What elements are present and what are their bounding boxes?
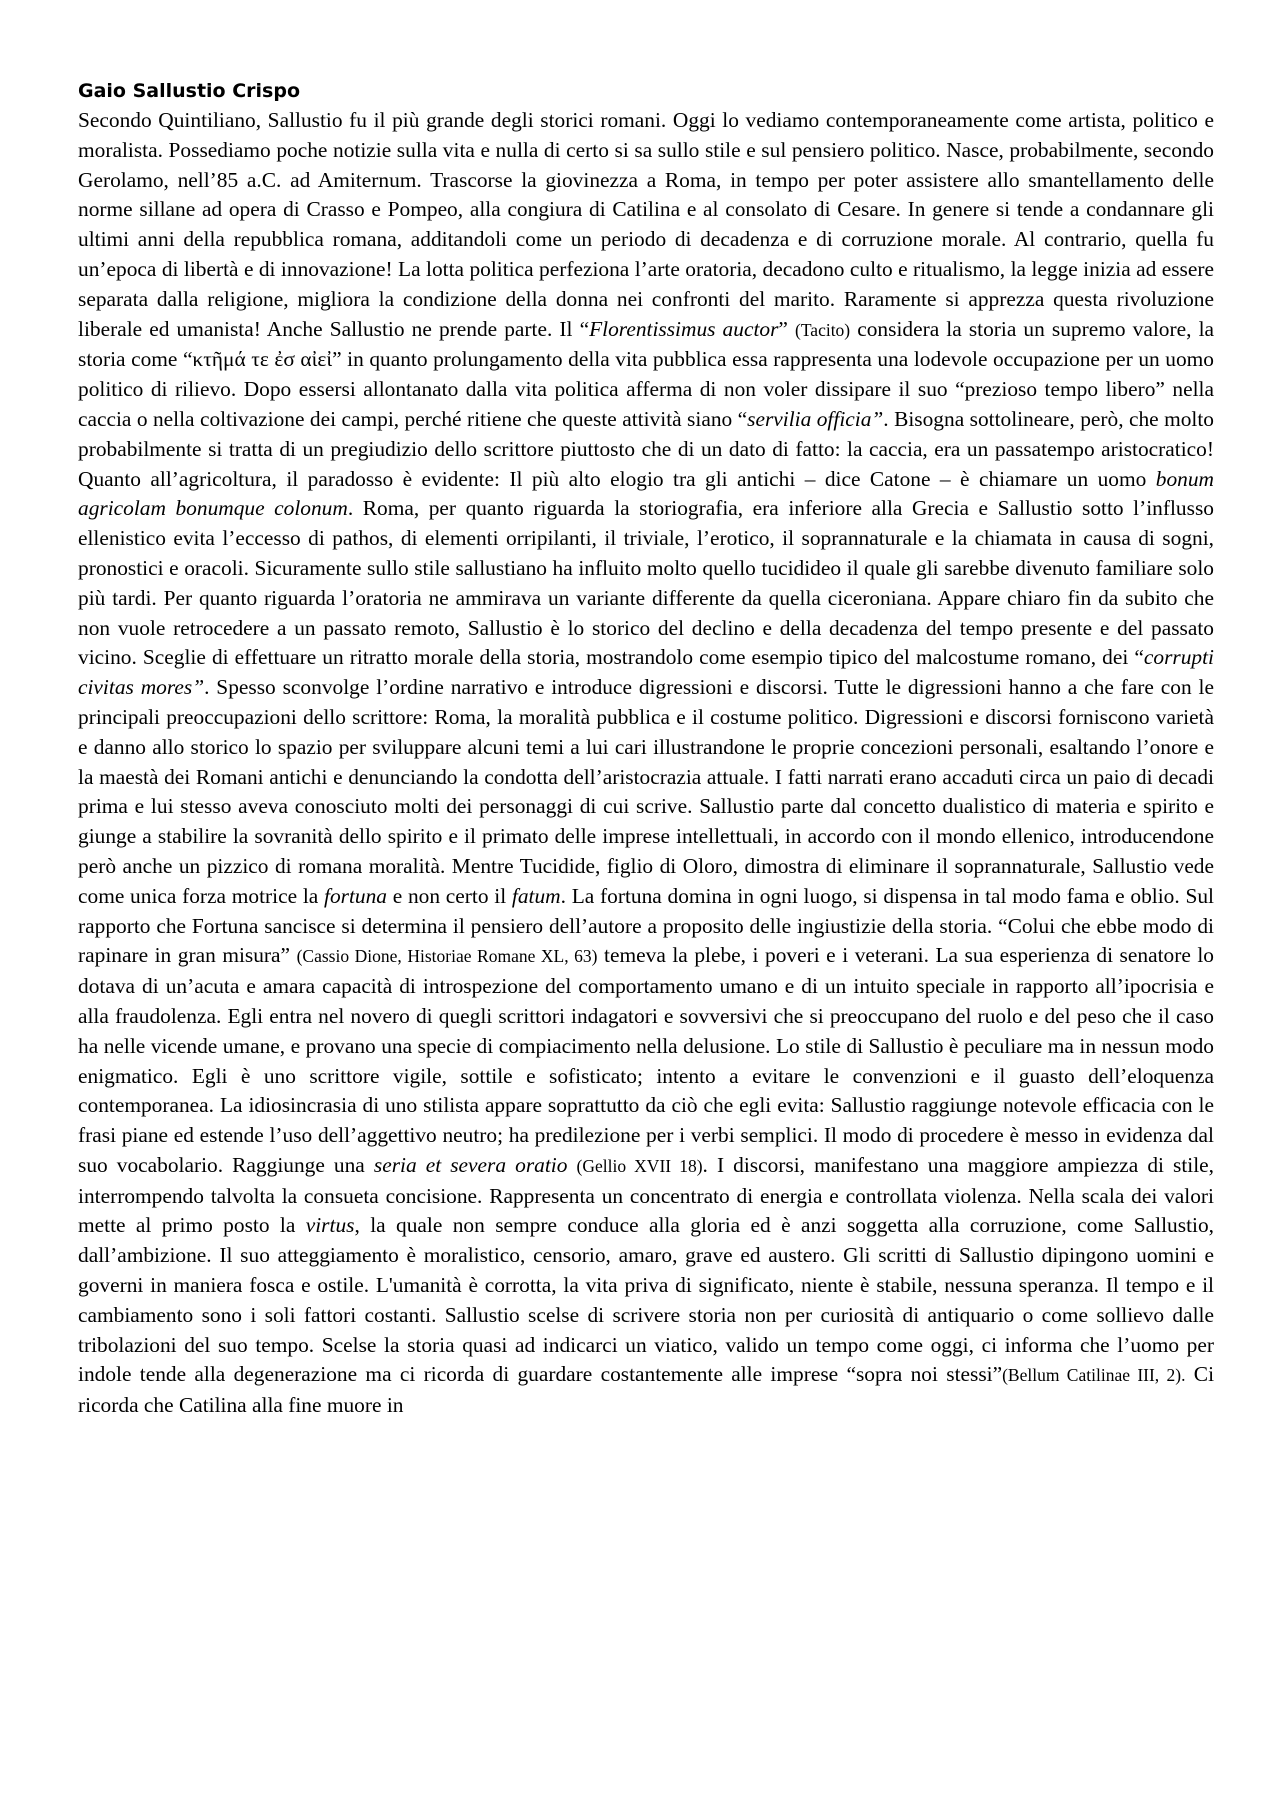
text-run: . Bisogna sottolineare, però, che molto probabilmente si tratta di un pregiudizio dello scrittore piuttosto che di un dato di fatto: la caccia, era un passatempo aristocratico! Quanto all’agricoltura, il paradosso è evidente: Il più alto elogio tra gli antichi – dice Catone – è chiamare un uomo bbox=[78, 406, 1215, 491]
italic-phrase: fatum bbox=[511, 883, 561, 908]
citation: (Bellum Catilinae III, 2). bbox=[1002, 1365, 1186, 1386]
document-page bbox=[78, 78, 1214, 1421]
italic-phrase: bonum agricolam bonumque colonum bbox=[78, 466, 1214, 521]
citation: (Tacito) bbox=[795, 319, 851, 340]
italic-phrase: corrupti civitas mores” bbox=[78, 645, 1214, 700]
citation: (Cassio Dione, Historiae Romane XL, 63) bbox=[296, 946, 598, 967]
text-run: . Roma, per quanto riguarda la storiografia, era inferiore alla Grecia e Sallustio sotto l’influsso ellenistico evita l’eccesso di pathos, di elementi orripilanti, il triviale, l’erotico, il soprannaturale e la chiamata in causa di sogni, pronostici e oracoli. Sicuramente sullo stile sallustiano ha influito molto quello tucidideo il quale gli sarebbe divenuto familiare solo più tardi. Per quanto riguarda l’oratoria ne ammirava un variante differente da quella ciceroniana. Appare chiaro fin da subito che non vuole retrocedere a un passato remoto, Sallustio è lo storico del declino e della decadenza del tempo presente e del passato vicino. Sceglie di effettuare un ritratto morale della storia, mostrandolo come esempio tipico del malcostume romano, dei “ bbox=[78, 496, 1214, 670]
italic-phrase: virtus bbox=[305, 1213, 355, 1238]
text-run bbox=[567, 1153, 576, 1177]
text-run: . I discorsi, manifestano una maggiore ampiezza di stile, interrompendo talvolta la consueta concisione. Rappresenta un concentrato di energia e controllata violenza. Nella scala dei valori mette al primo posto la bbox=[78, 1152, 1215, 1238]
italic-phrase: seria et severa oratio bbox=[373, 1152, 568, 1177]
document-title: Gaio Sallustio Crispo bbox=[78, 80, 301, 102]
italic-phrase: servilia officia” bbox=[747, 406, 884, 431]
text-run: ” bbox=[778, 316, 795, 341]
text-run: . La fortuna domina in ogni luogo, si dispensa in tal modo fama e oblio. Sul rapporto che Fortuna sancisce si determina il pensiero dell’autore a proposito delle ingiustizie della storia. “Colui che ebbe modo di rapinare in gran misura” bbox=[78, 883, 1214, 968]
citation: (Gellio XVII 18) bbox=[576, 1155, 703, 1176]
text-run: temeva la plebe, i poveri e i veterani. La sua esperienza di senatore lo dotava di un’acuta e amara capacità di introspezione del comportamento umano e di un intuito speciale in rapporto all’ipocrisia e alla fraudolenza. Egli entra nel novero di quegli scrittori indagatori e sovversivi che si preoccupano del ruolo e del peso che il caso ha nelle vicende umane, e provano una specie di compiacimento nella delusione. Lo stile di Sallustio è peculiare ma in nessun modo enigmatico. Egli è uno scrittore vigile, sottile e sofisticato; intento a evitare le convenzioni e il guasto dell’eloquenza contemporanea. La idiosincrasia di uno stilista appare soprattutto da ciò che egli evita: Sallustio raggiunge notevole efficacia con le frasi piane ed estende l’uso dell’aggettivo neutro; ha predilezione per i verbi semplici. Il modo di procedere è messo in evidenza dal suo vocabolario. Raggiunge una bbox=[78, 943, 1214, 1177]
text-run: e non certo il bbox=[387, 883, 512, 908]
text-run: Ci ricorda che Catilina alla fine muore in bbox=[78, 1362, 1215, 1418]
italic-phrase: fortuna bbox=[324, 883, 388, 908]
body-paragraph bbox=[78, 106, 1214, 1421]
text-run: considera la storia un supremo valore, la storia come “κτῆμά τε ἐσ αἰεἰ” in quanto prolungamento della vita pubblica essa rappresenta una lodevole occupazione per un uomo politico di rilievo. Dopo essersi allontanato dalla vita politica afferma di non voler dissipare il suo “prezioso tempo libero” nella caccia o nella coltivazione dei campi, perché ritiene che queste attività siano “ bbox=[78, 316, 1215, 431]
italic-phrase: Florentissimus auctor bbox=[589, 316, 779, 341]
text-run: , la quale non sempre conduce alla gloria ed è anzi soggetta alla corruzione, come Sallustio, dall’ambizione. Il suo atteggiamento è moralistico, censorio, amaro, grave ed austero. Gli scritti di Sallustio dipingono uomini e governi in maniera fosca e ostile. L'umanità è corrotta, la vita priva di significato, niente è stabile, nessuna speranza. Il tempo e il cambiamento sono i soli fattori costanti. Sallustio scelse di scrivere storia non per curiosità di antiquario o come sollievo dalle tribolazioni del suo tempo. Scelse la storia quasi ad indicarci un viatico, valido un tempo come oggi, ci informa che l’uomo per indole tende alla degenerazione ma ci ricorda di guardare costantemente alle imprese “sopra noi stessi” bbox=[78, 1213, 1215, 1387]
text-run: . Spesso sconvolge l’ordine narrativo e introduce digressioni e discorsi. Tutte le digressioni hanno a che fare con le principali preoccupazioni dello scrittore: Roma, la moralità pubblica e il costume politico. Digressioni e discorsi forniscono varietà e danno allo storico lo spazio per sviluppare alcuni temi a lui cari illustrandone le proprie concezioni personali, esaltando l’onore e la maestà dei Romani antichi e denunciando la condotta dell’aristocrazia attuale. I fatti narrati erano accaduti circa un paio di decadi prima e lui stesso aveva conosciuto molti dei personaggi di cui scrive. Sallustio parte dal concetto dualistico di materia e spirito e giunge a stabilire la sovranità dello spirito e il primato delle imprese intellettuali, in accordo con il mondo ellenico, introducendone però anche un pizzico di romana moralità. Mentre Tucidide, figlio di Oloro, dimostra di eliminare il soprannaturale, Sallustio vede come unica forza motrice la bbox=[78, 675, 1214, 908]
text-run: Secondo Quintiliano, Sallustio fu il più grande degli storici romani. Oggi lo vediamo contemporaneamente come artista, politico e moralista. Possediamo poche notizie sulla vita e nulla di certo si sa sullo stile e sul pensiero politico. Nasce, probabilmente, secondo Gerolamo, nell’85 a.C. ad Amiternum. Trascorse la giovinezza a Roma, in tempo per poter assistere allo smantellamento delle norme sillane ad opera di Crasso e Pompeo, alla congiura di Catilina e al consolato di Cesare. In genere si tende a condannare gli ultimi anni della repubblica romana, additandoli come un periodo di decadenza e di corruzione morale. Al contrario, quella fu un’epoca di libertà e di innovazione! La lotta politica perfeziona l’arte oratoria, decadono culto e ritualismo, la legge inizia ad essere separata dalla religione, migliora la condizione della donna nei confronti del marito. Raramente si apprezza questa rivoluzione liberale ed umanista! Anche Sallustio ne prende parte. Il “ bbox=[78, 108, 1214, 341]
